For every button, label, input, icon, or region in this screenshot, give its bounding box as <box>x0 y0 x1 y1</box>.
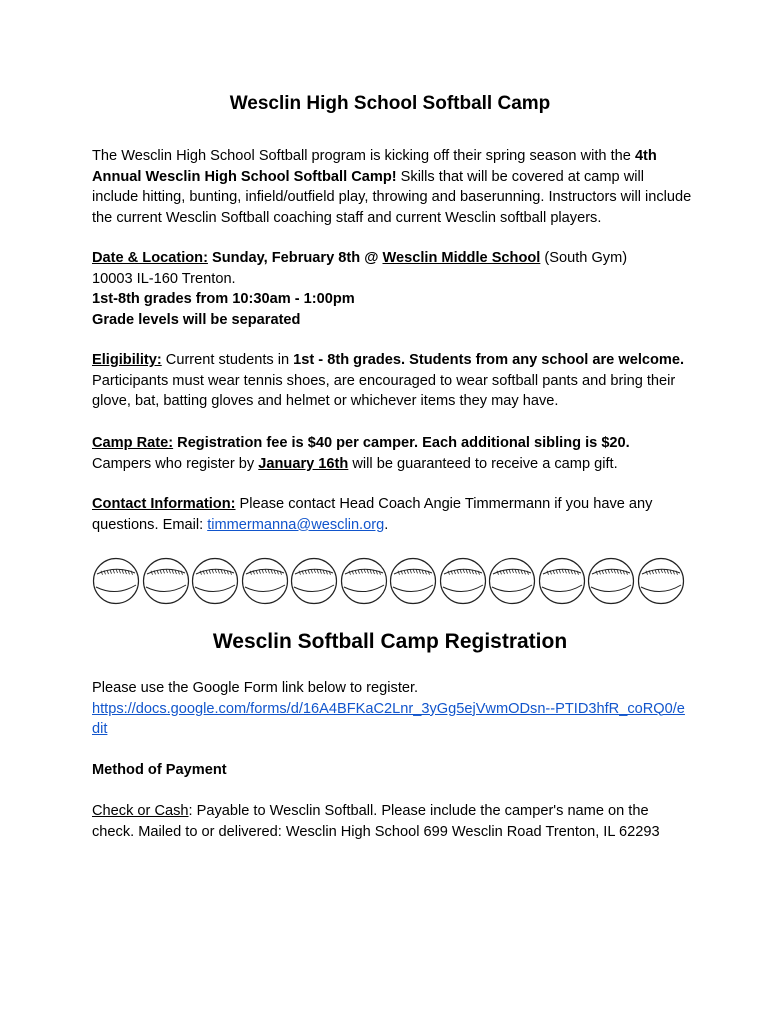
intro-paragraph <box>92 146 692 228</box>
registration-title: Wesclin Softball Camp Registration <box>212 630 568 653</box>
softball-icon <box>191 557 239 605</box>
camp-venue: Wesclin Middle School <box>382 250 541 266</box>
softball-icon <box>488 557 536 605</box>
payment-details: : Payable to Wesclin Softball. Please include the camper's name on the check. Mailed to or delivered: Wesclin High School 699 Wesclin Road Trenton, IL 62293 <box>92 803 660 840</box>
eligibility-label: Eligibility: <box>92 352 162 368</box>
contact-section <box>92 494 692 535</box>
softball-icon <box>340 557 388 605</box>
contact-period: . <box>384 516 389 533</box>
softball-icon <box>92 557 140 605</box>
intro-text-1: The Wesclin High School Softball program is kicking off their spring season with the <box>92 148 635 164</box>
registration-instructions: Please use the Google Form link below to register. <box>92 680 419 696</box>
camp-rate-text-1: Campers who register by <box>92 455 259 472</box>
registration-deadline: January 16th <box>258 455 349 472</box>
grade-separation-note: Grade levels will be separated <box>92 311 301 328</box>
intro-text-2: Skills that will be covered at camp will include hitting, bunting, infield/outfield play, throwing and baserunning. Instructors will include the current Wesclin Softball coaching staff and current Wesclin softball players. <box>92 168 692 226</box>
camp-rate-fee: Registration fee is $40 per camper. Each additional sibling is $20. <box>173 435 630 451</box>
contact-label: Contact Information: <box>92 496 236 512</box>
date-location-label: Date & Location: <box>92 250 208 266</box>
camp-gym: (South Gym) <box>540 250 628 266</box>
softball-icon <box>637 557 685 605</box>
softball-icon <box>587 557 635 605</box>
payment-method-label: Check or Cash <box>92 803 189 819</box>
softball-icon <box>439 557 487 605</box>
eligibility-section <box>92 350 692 412</box>
google-form-link[interactable]: https://docs.google.com/forms/d/16A4BFKaC2Lnr_3yGg5ejVwmODsn--PTID3hfR_coRQ0/edit <box>92 700 685 738</box>
registration-section <box>92 678 692 740</box>
eligibility-bold: 1st - 8th grades. Students from any school are welcome. <box>293 352 685 368</box>
eligibility-text-1: Current students in <box>161 352 294 368</box>
payment-heading-block <box>92 760 692 781</box>
softball-divider <box>92 557 692 605</box>
page-title: Wesclin High School Softball Camp <box>229 93 551 114</box>
camp-rate-text-2: will be guaranteed to receive a camp gift. <box>348 455 618 472</box>
camp-grades-time: 1st-8th grades from 10:30am - 1:00pm <box>92 291 355 308</box>
eligibility-text-2: Participants must wear tennis shoes, are encouraged to wear softball pants and bring their glove, bat, batting gloves and helmet or whichever items they may have. <box>92 372 676 410</box>
date-location-section <box>92 248 692 330</box>
softball-icon <box>142 557 190 605</box>
camp-address: 10003 IL-160 Trenton. <box>92 270 236 287</box>
contact-text: Please contact Head Coach Angie Timmermann if you have any questions. Email: <box>92 496 653 533</box>
softball-icon <box>538 557 586 605</box>
softball-icon <box>389 557 437 605</box>
camp-rate-section <box>92 433 692 474</box>
softball-icon <box>290 557 338 605</box>
contact-email-link[interactable]: timmermanna@wesclin.org <box>207 516 385 533</box>
camp-rate-label: Camp Rate: <box>92 435 174 451</box>
softball-icon <box>241 557 289 605</box>
payment-section <box>92 801 692 842</box>
camp-date: Sunday, February 8th @ <box>207 250 383 266</box>
payment-heading: Method of Payment <box>92 762 227 778</box>
intro-bold: 4th Annual Wesclin High School Softball Camp! <box>92 148 657 185</box>
